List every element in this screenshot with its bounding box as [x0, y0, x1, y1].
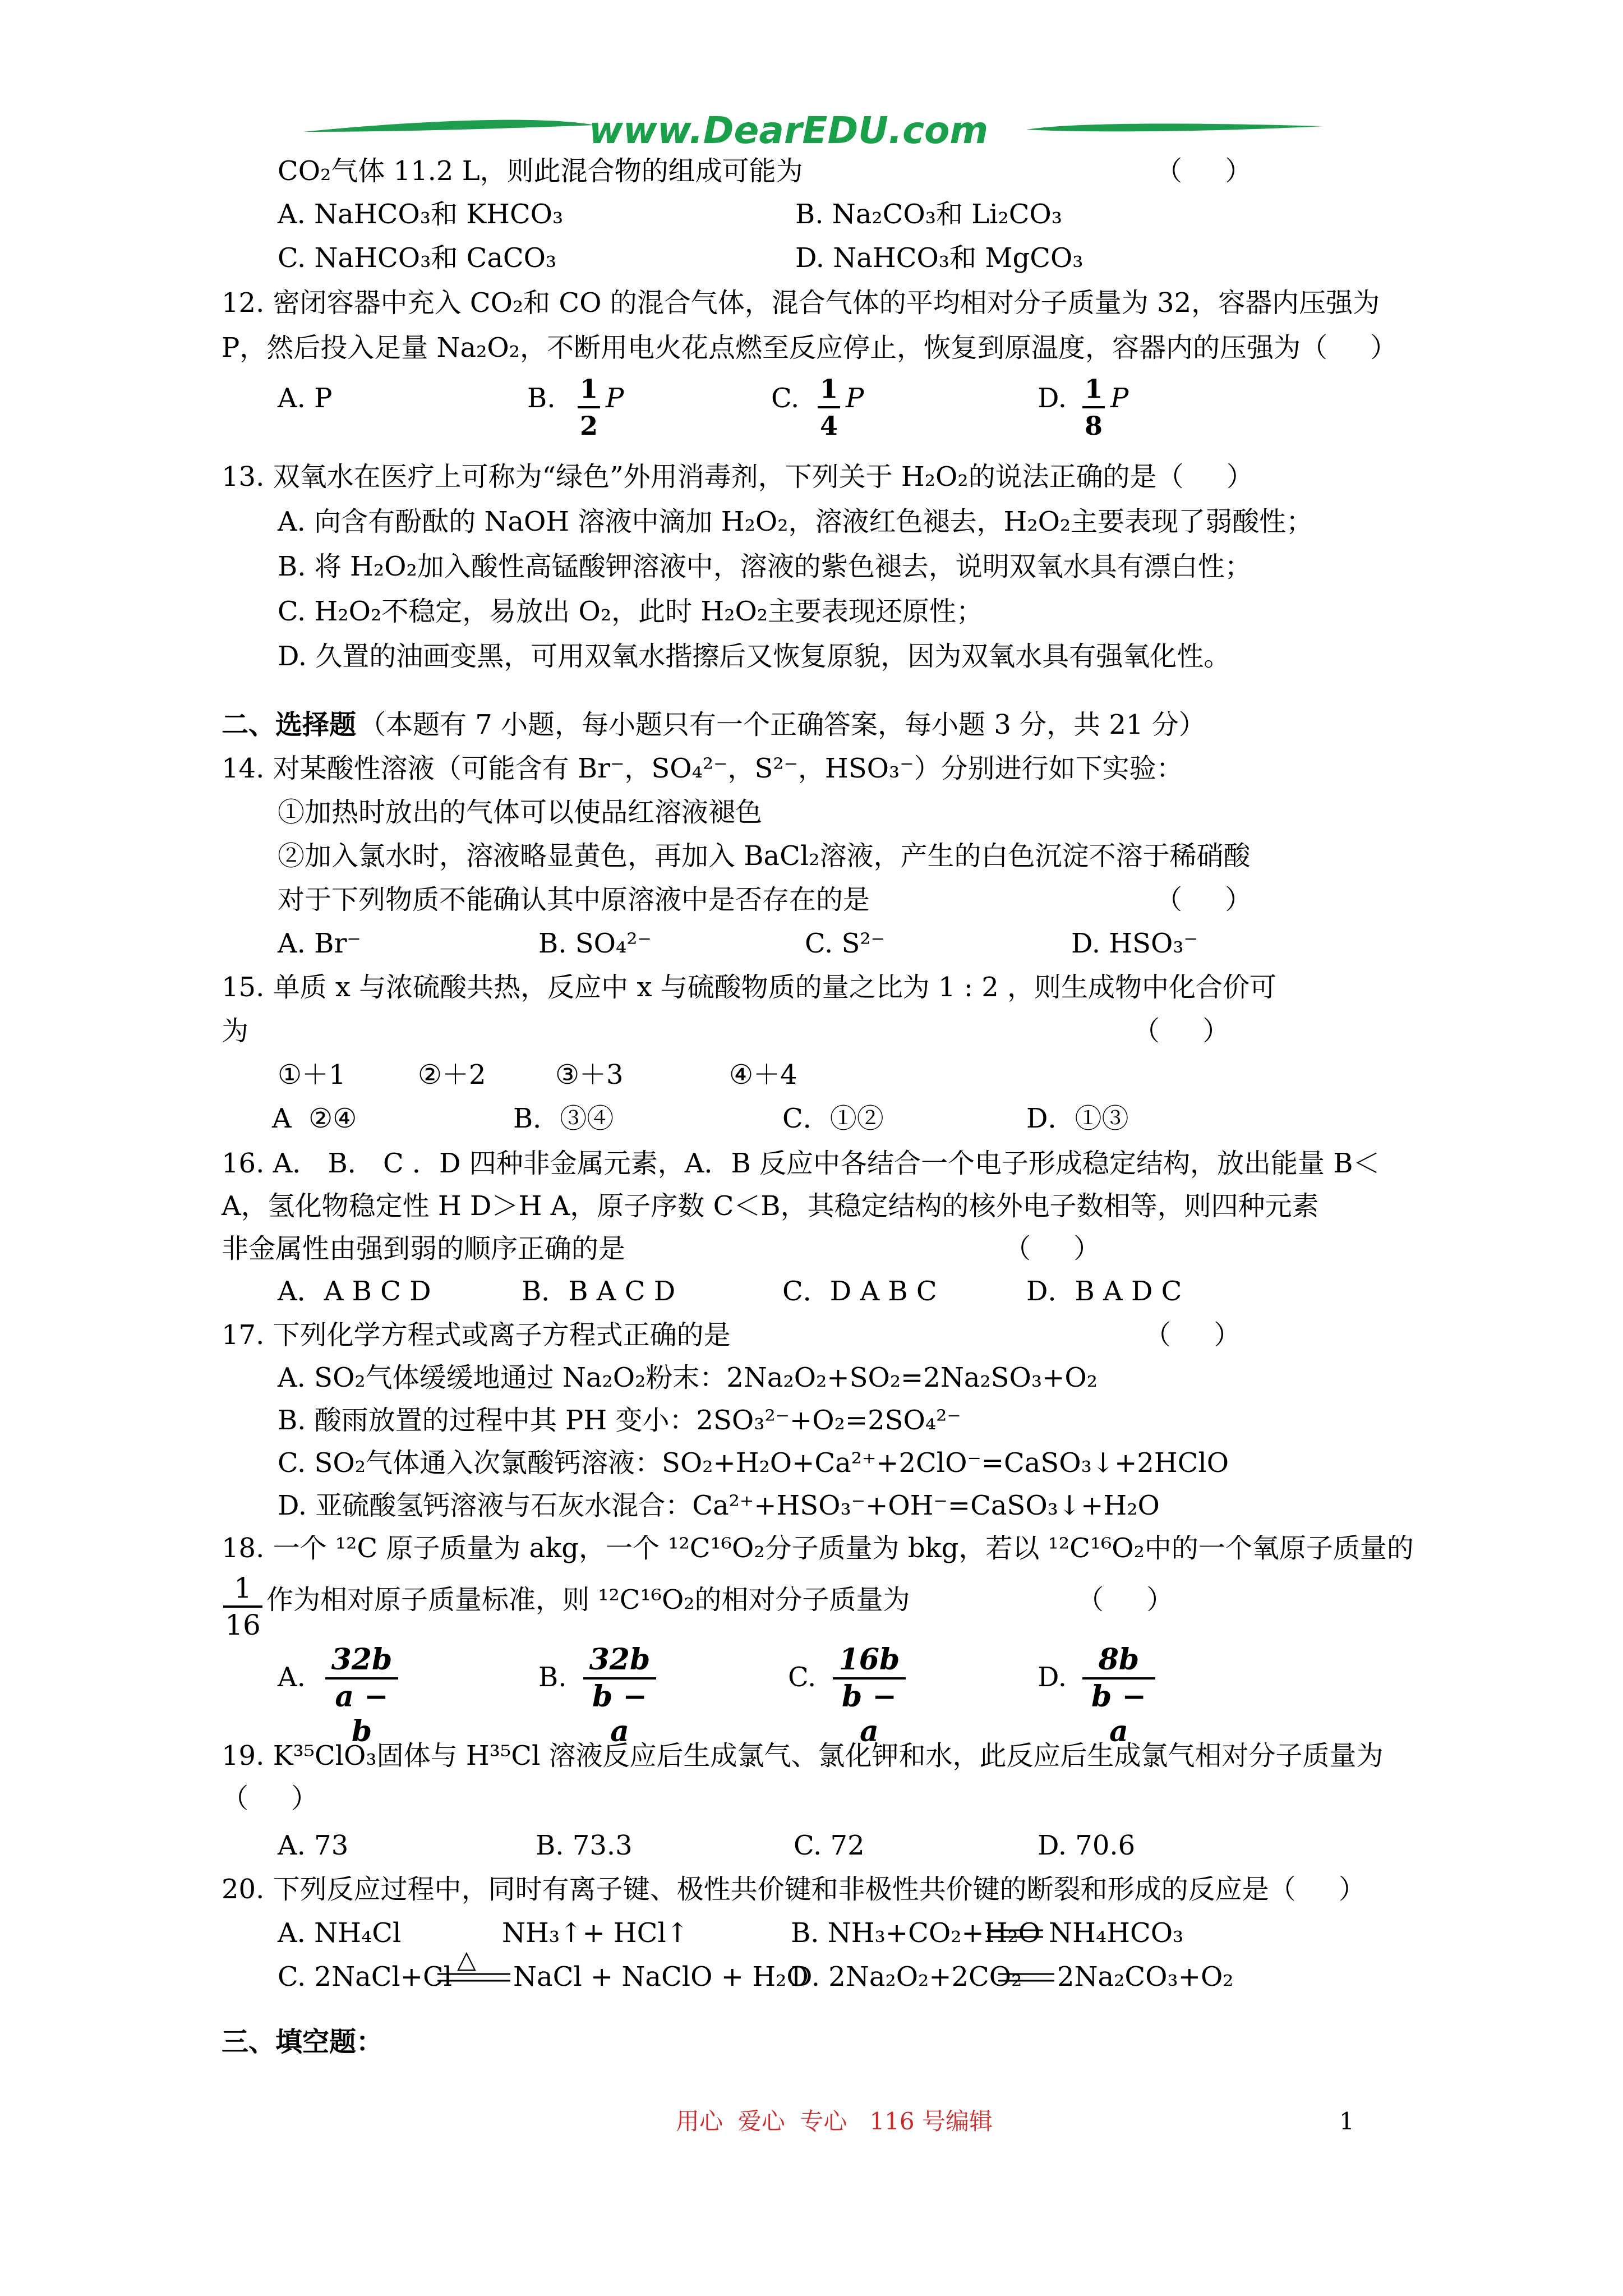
q15-line1: 15. 单质 x 与浓硫酸共热，反应中 x 与硫酸物质的量之比为 1 : 2 ，则生成物中化合价可 — [222, 972, 1277, 1003]
q17-line1: 17. 下列化学方程式或离子方程式正确的是 — [222, 1319, 731, 1351]
q16-paren: （ ） — [1004, 1233, 1101, 1264]
q15-valence-1: ①＋1 — [278, 1059, 346, 1091]
q17-option-c: C. SO₂气体通入次氯酸钙溶液：SO₂+H₂O+Ca²⁺+2ClO⁻=CaSO₃↓+2HClO — [278, 1447, 1229, 1479]
q18-option-c-label: C. — [788, 1662, 817, 1693]
q14-option-c: C. S²⁻ — [805, 928, 885, 959]
q18-line2: 作为相对原子质量标准，则 ¹²C¹⁶O₂的相对分子质量为 — [266, 1584, 910, 1616]
section-2-title: 二、选择题 — [222, 709, 357, 740]
q15-valence-4: ④＋4 — [729, 1059, 797, 1091]
q17-option-d: D. 亚硫酸氢钙溶液与石灰水混合：Ca²⁺+HSO₃⁻+OH⁻=CaSO₃↓+H₂O — [278, 1490, 1160, 1521]
fraction-numerator: 32b — [331, 1642, 393, 1677]
header-logo-text: www.DearEDU.com — [589, 109, 989, 152]
fraction-numerator: 1 — [819, 374, 838, 404]
q12-option-b-label: B. — [527, 383, 556, 414]
q18-option-a-fraction — [325, 1642, 398, 1749]
section-3-title: 三、填空题： — [222, 2026, 384, 2058]
q11-option-d: D. NaHCO₃和 MgCO₃ — [795, 242, 1083, 274]
q12-option-c-fraction — [818, 371, 840, 443]
q13-option-d: D. 久置的油画变黑，可用双氧水揩擦后又恢复原貌，因为双氧水具有强氧化性。 — [278, 641, 1231, 672]
q17-option-a: A. SO₂气体缓缓地通过 Na₂O₂粉末：2Na₂O₂+SO₂=2Na₂SO₃+O₂ — [278, 1362, 1098, 1393]
q20-option-c: C. 2NaCl+Cl — [278, 1961, 453, 1993]
fraction-denominator: 4 — [819, 411, 838, 441]
q18-option-a-label: A. — [278, 1662, 306, 1693]
q15-line2: 为 — [222, 1015, 249, 1047]
q14-statement-2: ②加入氯水时，溶液略显黄色，再加入 BaCl₂溶液，产生的白色沉淀不溶于稀硝酸 — [278, 840, 1251, 872]
q20-option-a: A. NH₄Cl — [278, 1917, 402, 1949]
q15-option-a: A ②④ — [272, 1103, 357, 1134]
fraction-denominator: 16 — [225, 1609, 261, 1641]
q15-valence-3: ③＋3 — [555, 1059, 624, 1091]
q12-option-d-p: P — [1110, 383, 1129, 414]
fraction-denominator: b − a — [1091, 1680, 1147, 1749]
q11-option-c: C. NaHCO₃和 CaCO₃ — [278, 242, 557, 274]
q13-line1: 13. 双氧水在医疗上可称为“绿色”外用消毒剂，下列关于 H₂O₂的说法正确的是（ ） — [222, 461, 1253, 493]
q15-valence-2: ②＋2 — [418, 1059, 486, 1091]
footer-text: 用心 爱心 专心 116 号编辑 — [676, 2108, 993, 2135]
q12-option-d-label: D. — [1038, 383, 1067, 414]
q20-option-a-products: NH₃↑+ HCl↑ — [502, 1917, 689, 1949]
q16-option-b: B．B A C D — [522, 1276, 676, 1307]
page-number: 1 — [1339, 2108, 1354, 2135]
q19-option-d: D. 70.6 — [1038, 1830, 1136, 1861]
q14-option-d: D. HSO₃⁻ — [1071, 928, 1198, 959]
q16-option-d: D．B A D C — [1026, 1276, 1182, 1307]
q16-line1: 16. A． B． C ．D 四种非金属元素，A．B 反应中各结合一个电子形成稳定结构，放出能量 B＜ — [222, 1148, 1380, 1179]
fraction-denominator: a − b — [335, 1680, 389, 1749]
q16-option-c: C．D A B C — [782, 1276, 937, 1307]
q11-option-a: A. NaHCO₃和 KHCO₃ — [278, 199, 564, 230]
q12-option-b-p: P — [606, 383, 624, 414]
q12-option-c-label: C. — [771, 383, 800, 414]
fraction-denominator: 2 — [579, 411, 598, 441]
q20-option-c-equals-sign — [437, 1971, 510, 1985]
fraction-denominator: 8 — [1084, 411, 1103, 441]
q19-option-a: A. 73 — [278, 1830, 349, 1861]
q18-option-d-label: D. — [1038, 1662, 1067, 1693]
q20-option-b-equals-sign — [987, 1927, 1043, 1941]
q14-statement-3: 对于下列物质不能确认其中原溶液中是否存在的是 — [278, 884, 870, 915]
section-2-desc: （本题有 7 小题，每小题只有一个正确答案，每小题 3 分，共 21 分） — [359, 709, 1206, 740]
q14-statement-1: ①加热时放出的气体可以使品红溶液褪色 — [278, 797, 763, 828]
q15-option-b: B．③④ — [513, 1103, 614, 1134]
q19-option-c: C. 72 — [794, 1830, 865, 1861]
fraction-numerator: 32b — [589, 1642, 651, 1677]
q12-option-b-fraction — [578, 371, 600, 443]
q15-option-c: C．①② — [782, 1103, 884, 1134]
q19-line1: 19. K³⁵ClO₃固体与 H³⁵Cl 溶液反应后生成氯气、氯化钾和水，此反应后生成氯气相对分子质量为 — [222, 1740, 1384, 1772]
q12-option-c-p: P — [846, 383, 864, 414]
fraction-numerator: 8b — [1098, 1642, 1140, 1677]
q18-option-b-fraction — [583, 1642, 656, 1749]
fraction-numerator: 1 — [1084, 374, 1103, 404]
q11-option-b: B. Na₂CO₃和 Li₂CO₃ — [795, 199, 1063, 230]
q18-line1: 18. 一个 ¹²C 原子质量为 akg，一个 ¹²C¹⁶O₂分子质量为 bkg，若以 ¹²C¹⁶O₂中的一个氧原子质量的 — [222, 1533, 1414, 1564]
q18-option-c-fraction — [833, 1642, 906, 1749]
q13-option-c: C. H₂O₂不稳定，易放出 O₂，此时 H₂O₂主要表现还原性； — [278, 596, 984, 627]
q16-option-a: A．A B C D — [278, 1276, 431, 1307]
fraction-numerator: 1 — [579, 374, 598, 404]
q16-line2: A，氢化物稳定性 H D＞H A，原子序数 C＜B，其稳定结构的核外电子数相等，则四种元素 — [222, 1190, 1319, 1222]
fraction-denominator: b − a — [592, 1680, 648, 1749]
q19-line2: （ ） — [222, 1783, 319, 1814]
fraction-denominator: b − a — [841, 1680, 897, 1749]
q14-paren: （ ） — [1155, 884, 1252, 915]
q19-option-b: B. 73.3 — [536, 1830, 633, 1861]
logo-left-swoosh — [303, 120, 594, 132]
q12-line1: 12. 密闭容器中充入 CO₂和 CO 的混合气体，混合气体的平均相对分子质量为 32，容器内压强为 — [222, 287, 1380, 319]
q15-paren: （ ） — [1133, 1015, 1230, 1047]
q20-option-b: B. NH₃+CO₂+H₂O — [791, 1917, 1041, 1949]
fraction-numerator: 16b — [838, 1642, 900, 1677]
q14-option-b: B. SO₄²⁻ — [538, 928, 652, 959]
q17-option-b: B. 酸雨放置的过程中其 PH 变小：2SO₃²⁻+O₂=2SO₄²⁻ — [278, 1405, 961, 1436]
q18-option-d-fraction — [1082, 1642, 1155, 1749]
fraction-numerator: 1 — [234, 1572, 252, 1604]
q18-fraction-one-sixteenth — [223, 1571, 262, 1642]
q12-line2: P，然后投入足量 Na₂O₂，不断用电火花点燃至反应停止，恢复到原温度，容器内的压强为（ ） — [222, 332, 1398, 364]
q17-paren: （ ） — [1144, 1319, 1241, 1351]
q13-option-a: A. 向含有酚酞的 NaOH 溶液中滴加 H₂O₂，溶液红色褪去，H₂O₂主要表现了弱酸性； — [278, 506, 1313, 537]
q18-option-b-label: B. — [538, 1662, 567, 1693]
q20-heat-symbol: △ — [457, 1945, 476, 1974]
q12-option-a: A. P — [278, 383, 333, 414]
q20-option-d-equals-sign — [998, 1971, 1054, 1985]
q14-line1: 14. 对某酸性溶液（可能含有 Br⁻，SO₄²⁻，S²⁻，HSO₃⁻）分别进行如下实验： — [222, 753, 1183, 784]
q20-option-d-products: 2Na₂CO₃+O₂ — [1057, 1961, 1234, 1993]
q18-paren: （ ） — [1077, 1584, 1174, 1616]
q15-option-d: D．①③ — [1026, 1103, 1129, 1134]
q11-paren: （ ） — [1155, 155, 1252, 187]
q20-option-c-products: NaCl + NaClO + H₂O — [513, 1961, 809, 1993]
q16-line3: 非金属性由强到弱的顺序正确的是 — [222, 1233, 626, 1264]
q13-option-b: B. 将 H₂O₂加入酸性高锰酸钾溶液中，溶液的紫色褪去，说明双氧水具有漂白性； — [278, 551, 1252, 582]
logo-right-swoosh — [1026, 123, 1324, 131]
q14-option-a: A. Br⁻ — [278, 928, 361, 959]
q20-option-d: D. 2Na₂O₂+2CO₂ — [791, 1961, 1022, 1993]
q20-option-b-product: NH₄HCO₃ — [1049, 1917, 1184, 1949]
q11-line1: CO₂气体 11.2 L，则此混合物的组成可能为 — [278, 155, 803, 187]
q20-line1: 20. 下列反应过程中，同时有离子键、极性共价键和非极性共价键的断裂和形成的反应是（ ） — [222, 1874, 1366, 1905]
q12-option-d-fraction — [1082, 371, 1105, 443]
